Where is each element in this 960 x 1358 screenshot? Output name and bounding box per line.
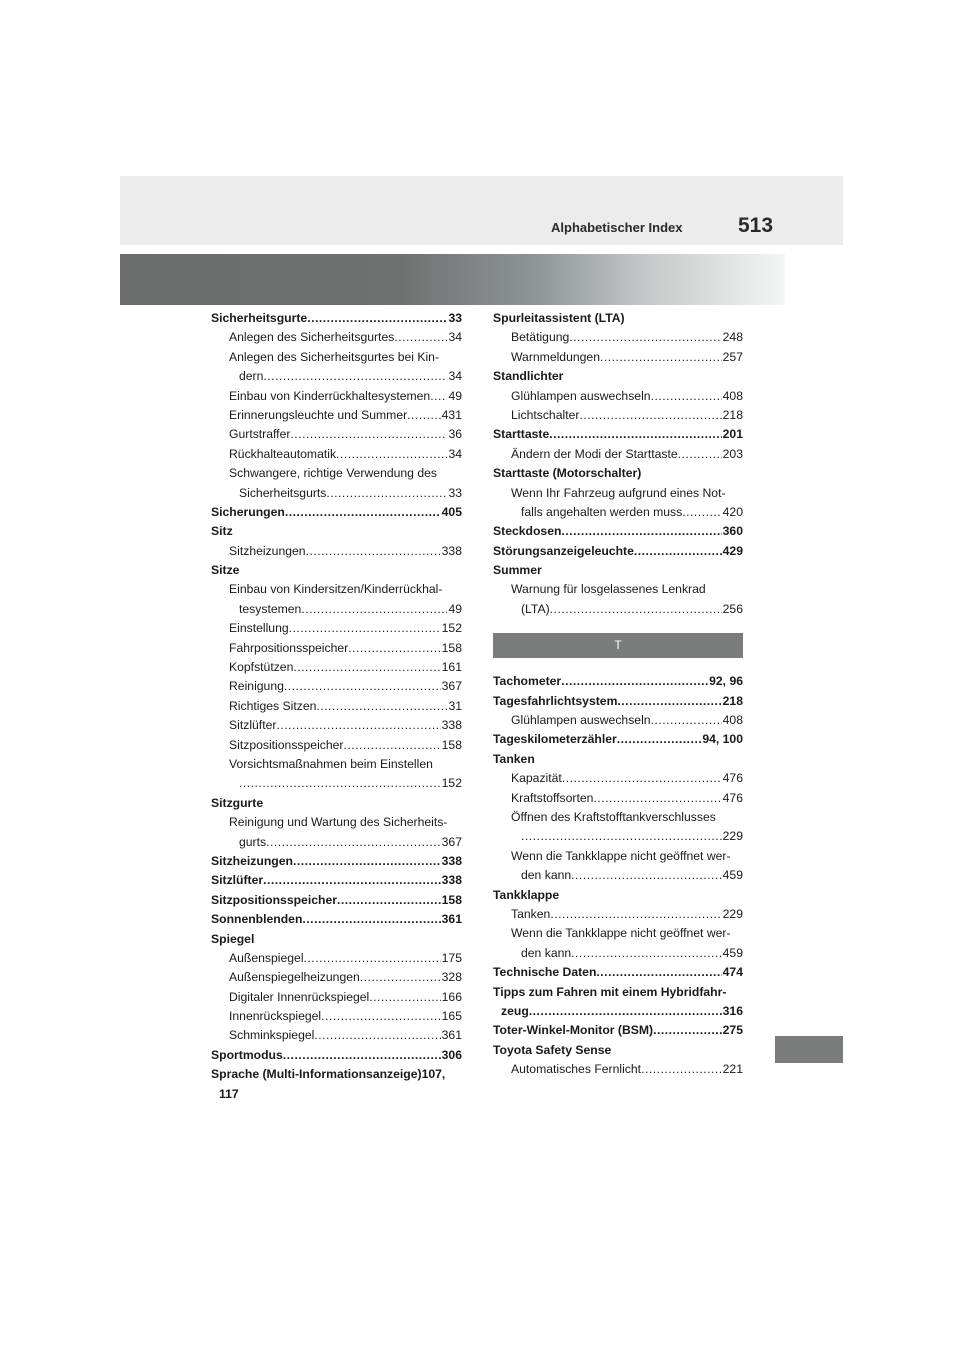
index-entry-term: Steckdosen <box>493 524 562 539</box>
index-entry-page: 361 <box>441 912 462 927</box>
index-entry <box>493 522 743 541</box>
dot-leader <box>678 445 722 464</box>
index-entry <box>211 561 462 580</box>
dot-leader <box>348 639 440 658</box>
index-entry-term: Betätigung <box>511 330 570 345</box>
index-entry-page: 338 <box>441 543 462 558</box>
index-entry <box>493 672 743 691</box>
index-entry-page: 338 <box>441 718 462 733</box>
index-entry <box>211 1046 462 1065</box>
index-entry <box>211 930 462 949</box>
index-entry <box>493 1021 743 1040</box>
index-entry <box>493 387 743 406</box>
index-column-left <box>211 309 462 1104</box>
index-entry <box>211 328 462 347</box>
index-entry-term: Warnung für losgelassenes Lenkrad <box>511 582 706 597</box>
page-number: 513 <box>738 214 774 237</box>
index-entry-page: 218 <box>722 407 743 422</box>
dot-leader <box>550 600 722 619</box>
index-entry-term: Wenn die Tankklappe nicht geöffnet wer- <box>511 926 731 941</box>
index-entry <box>493 1041 743 1060</box>
index-entry-page: 34 <box>448 330 462 345</box>
dot-leader <box>239 774 441 793</box>
index-entry <box>493 503 743 522</box>
index-entry-term: Außenspiegelheizungen <box>229 970 360 985</box>
dot-leader <box>293 658 440 677</box>
dot-leader <box>321 1007 441 1026</box>
index-entry-page: 420 <box>722 504 743 519</box>
dot-leader <box>569 328 721 347</box>
index-column-right <box>493 309 743 1079</box>
index-entry-term: Einbau von Kindersitzen/Kinderrückhal- <box>229 582 443 597</box>
index-entry-page: 361 <box>441 1028 462 1043</box>
index-entry-page: 31 <box>448 698 462 713</box>
index-entry-term: Tankklappe <box>493 887 560 902</box>
index-entry-term: Sonnenblenden <box>211 912 303 927</box>
index-entry <box>493 348 743 367</box>
index-entry-page: 338 <box>441 853 462 868</box>
index-entry <box>211 425 462 444</box>
index-entry-term: tesystemen <box>239 601 302 616</box>
index-entry-term: Reinigung und Wartung des Sicherheits- <box>229 815 448 830</box>
index-entry <box>493 580 743 599</box>
index-entry-page: 34 <box>448 369 462 384</box>
index-entry-term: Innenrückspiegel <box>229 1009 322 1024</box>
index-entry <box>211 910 462 929</box>
index-entry-page: 360 <box>722 524 743 539</box>
dot-leader <box>276 716 440 735</box>
index-entry-term: Tachometer <box>493 674 562 689</box>
dot-leader <box>617 730 702 749</box>
index-entry-page: 408 <box>722 388 743 403</box>
index-entry-term: Sitz <box>211 524 233 539</box>
index-entry <box>211 716 462 735</box>
index-entry-page: 459 <box>722 945 743 960</box>
index-group-t <box>493 672 743 1079</box>
index-entry <box>211 755 462 774</box>
index-entry-page: 306 <box>441 1047 462 1062</box>
index-entry-term: Summer <box>493 563 542 578</box>
index-entry-term: Warnmeldungen <box>511 349 600 364</box>
section-letter-bar: T <box>493 633 743 658</box>
dot-leader <box>316 697 447 716</box>
dot-leader <box>394 328 447 347</box>
index-entry <box>211 852 462 871</box>
dot-leader <box>593 789 721 808</box>
index-entry <box>211 774 462 793</box>
index-entry-term: Wenn die Tankklappe nicht geöffnet wer- <box>511 848 731 863</box>
dot-leader <box>634 542 722 561</box>
index-entry-term: 117 <box>219 1086 239 1101</box>
index-entry <box>211 677 462 696</box>
index-entry-page: 36 <box>448 427 462 442</box>
index-entry <box>493 827 743 846</box>
index-entry-page: 49 <box>448 601 462 616</box>
index-entry-page: 257 <box>722 349 743 364</box>
index-entry <box>493 924 743 943</box>
dot-leader <box>550 905 721 924</box>
dot-leader <box>407 406 440 425</box>
index-entry <box>493 367 743 386</box>
index-entry <box>211 891 462 910</box>
index-entry-term: Glühlampen auswechseln <box>511 388 651 403</box>
index-entry-term: Spiegel <box>211 931 255 946</box>
dot-leader <box>336 445 447 464</box>
index-entry-term: Tanken <box>493 751 535 766</box>
index-entry <box>493 406 743 425</box>
dot-leader <box>307 309 447 328</box>
index-entry-page: 33 <box>448 485 462 500</box>
dot-leader <box>306 542 441 561</box>
index-entry-term: Technische Daten <box>493 965 597 980</box>
index-entry <box>493 600 743 619</box>
index-entry-term: Sicherheitsgurts <box>239 485 327 500</box>
index-entry-term: Spurleitassistent (LTA) <box>493 311 625 325</box>
index-entry-term: Sitzpositionsspeicher <box>211 892 337 907</box>
index-entry-term: dern <box>239 369 264 384</box>
index-entry-page: 218 <box>722 693 743 708</box>
index-entry-page: 338 <box>441 873 462 888</box>
index-entry-term: Sitze <box>211 563 240 578</box>
index-entry-term: Sitzgurte <box>211 795 264 810</box>
dot-leader <box>369 988 440 1007</box>
index-entry <box>493 1002 743 1021</box>
index-entry <box>493 445 743 464</box>
index-entry <box>211 367 462 386</box>
index-entry-term: Sprache (Multi-Informationsanzeige)107, <box>211 1067 446 1082</box>
index-entry-page: 367 <box>441 679 462 694</box>
index-entry-term: Sitzheizungen <box>211 853 293 868</box>
index-entry-page: 316 <box>722 1003 743 1018</box>
index-entry-term: Standlichter <box>493 369 564 384</box>
dot-leader <box>304 949 441 968</box>
index-entry-term: Erinnerungsleuchte und Summer <box>229 407 408 422</box>
index-entry <box>493 1060 743 1079</box>
index-entry <box>493 808 743 827</box>
dot-leader <box>293 852 441 871</box>
index-entry <box>211 658 462 677</box>
index-entry <box>211 600 462 619</box>
index-entry <box>493 789 743 808</box>
dot-leader <box>283 1046 441 1065</box>
index-entry <box>211 1065 462 1084</box>
index-entry-page: 203 <box>722 446 743 461</box>
dot-leader <box>337 891 441 910</box>
index-entry-term: Digitaler Innenrückspiegel <box>229 989 370 1004</box>
index-entry <box>493 309 743 328</box>
index-entry <box>211 871 462 890</box>
index-entry-term: Starttaste <box>493 427 550 442</box>
decorative-gradient-bar <box>120 254 785 305</box>
index-entry <box>493 464 743 483</box>
index-entry <box>493 542 743 561</box>
index-entry-term: Starttaste (Motorschalter) <box>493 466 642 481</box>
dot-leader <box>549 425 721 444</box>
index-entry-term: Lichtschalter <box>511 407 580 422</box>
index-entry-term: Kopfstützen <box>229 660 294 675</box>
dot-leader <box>561 672 708 691</box>
index-entry <box>493 944 743 963</box>
index-entry-page: 474 <box>722 965 743 980</box>
index-entry-page: 275 <box>722 1023 743 1038</box>
index-entry-page: 161 <box>441 660 462 675</box>
dot-leader <box>562 769 722 788</box>
index-entry-term: (LTA) <box>521 601 550 616</box>
index-entry-term: Wenn Ihr Fahrzeug aufgrund eines Not- <box>511 485 726 500</box>
index-entry-page: 94, 100 <box>702 732 743 747</box>
dot-leader <box>617 692 721 711</box>
index-entry <box>493 730 743 749</box>
index-entry-term: Toyota Safety Sense <box>493 1042 612 1057</box>
index-entry-page: 158 <box>441 737 462 752</box>
dot-leader <box>600 348 722 367</box>
index-entry-page: 49 <box>448 388 462 403</box>
index-entry-page: 476 <box>722 771 743 786</box>
index-entry-page: 152 <box>441 621 462 636</box>
index-entry-page: 34 <box>448 446 462 461</box>
index-entry <box>211 736 462 755</box>
index-entry <box>211 464 462 483</box>
index-entry-page: 201 <box>722 427 743 442</box>
dot-leader <box>290 425 447 444</box>
index-entry-page: 328 <box>441 970 462 985</box>
index-entry-term: Anlegen des Sicherheitsgurtes bei Kin- <box>229 349 440 364</box>
dot-leader <box>285 503 441 522</box>
dot-leader <box>284 677 441 696</box>
index-entry-term: Sitzlüfter <box>211 873 264 888</box>
side-thumb-tab <box>775 1036 843 1063</box>
index-entry-term: Sitzpositionsspeicher <box>229 737 344 752</box>
index-entry-term: Sicherungen <box>211 504 285 519</box>
index-entry-term: Fahrpositionsspeicher <box>229 640 349 655</box>
index-entry-term: Reinigung <box>229 679 284 694</box>
dot-leader <box>571 866 722 885</box>
index-entry-page: 431 <box>441 407 462 422</box>
index-entry <box>211 445 462 464</box>
index-entry-term: Außenspiegel <box>229 950 304 965</box>
dot-leader <box>302 910 440 929</box>
index-entry-page: 165 <box>441 1009 462 1024</box>
dot-leader <box>571 944 722 963</box>
index-entry <box>493 905 743 924</box>
index-entry-page: 459 <box>722 868 743 883</box>
dot-leader <box>301 600 447 619</box>
dot-leader <box>529 1002 722 1021</box>
index-entry-term: Anlegen des Sicherheitsgurtes <box>229 330 395 345</box>
index-entry <box>211 1007 462 1026</box>
index-entry-term: zeug <box>501 1003 529 1018</box>
index-entry <box>211 794 462 813</box>
dot-leader <box>521 827 722 846</box>
index-entry-page: 367 <box>441 834 462 849</box>
index-entry-term: Schwangere, richtige Verwendung des <box>229 466 437 481</box>
index-entry-term: falls angehalten werden muss <box>521 504 683 519</box>
index-entry <box>211 542 462 561</box>
dot-leader <box>343 736 440 755</box>
index-entry-page: 152 <box>441 776 462 791</box>
index-entry-term: Schminkspiegel <box>229 1028 315 1043</box>
index-entry <box>211 988 462 1007</box>
index-entry-term: Störungsanzeigeleuchte <box>493 543 634 558</box>
index-entry <box>493 692 743 711</box>
index-entry <box>493 484 743 503</box>
dot-leader <box>289 619 441 638</box>
index-entry-page: 405 <box>441 504 462 519</box>
dot-leader <box>651 387 722 406</box>
index-entry <box>211 639 462 658</box>
index-entry-page: 158 <box>441 892 462 907</box>
dot-leader <box>360 968 441 987</box>
index-entry-term: Kapazität <box>511 771 562 786</box>
index-entry-term: Einstellung <box>229 621 289 636</box>
index-entry <box>211 580 462 599</box>
index-entry <box>493 769 743 788</box>
index-entry-page: 256 <box>722 601 743 616</box>
dot-leader <box>430 387 447 406</box>
index-entry-term: Sitzheizungen <box>229 543 306 558</box>
index-entry-term: den kann <box>521 945 572 960</box>
index-entry-term: Automatisches Fernlicht <box>511 1062 642 1077</box>
index-entry-page: 158 <box>441 640 462 655</box>
index-entry <box>211 619 462 638</box>
dot-leader <box>263 871 441 890</box>
index-entry-term: Vorsichtsmaßnahmen beim Einstellen <box>229 756 433 771</box>
index-entry-page: 429 <box>722 543 743 558</box>
index-entry-term: Sportmodus <box>211 1047 283 1062</box>
index-entry <box>211 503 462 522</box>
index-entry-term: Tagesfahrlichtsystem <box>493 693 618 708</box>
index-entry <box>211 833 462 852</box>
index-entry-term: Sitzlüfter <box>229 718 277 733</box>
index-entry-page: 221 <box>722 1062 743 1077</box>
index-entry-term: Öffnen des Kraftstofftankverschlusses <box>511 809 716 824</box>
dot-leader <box>326 484 447 503</box>
index-entry-page: 175 <box>441 950 462 965</box>
index-entry <box>211 484 462 503</box>
dot-leader <box>314 1026 440 1045</box>
index-entry-term: Tipps zum Fahren mit einem Hybridfahr- <box>493 984 727 999</box>
dot-leader <box>263 367 447 386</box>
index-entry-page: 229 <box>722 829 743 844</box>
dot-leader <box>561 522 721 541</box>
index-entry-term: Sicherheitsgurte <box>211 311 308 325</box>
index-entry <box>493 847 743 866</box>
index-entry <box>211 949 462 968</box>
index-entry <box>211 406 462 425</box>
index-entry <box>493 963 743 982</box>
index-entry <box>493 983 743 1002</box>
index-entry-term: gurts <box>239 834 267 849</box>
index-entry-term: Rückhalteautomatik <box>229 446 337 461</box>
dot-leader <box>653 1021 722 1040</box>
index-entry-term: Gurtstraffer <box>229 427 291 442</box>
index-entry-page: 229 <box>722 906 743 921</box>
index-entry-page: 33 <box>448 311 462 325</box>
index-entry <box>211 1085 462 1104</box>
index-entry <box>211 697 462 716</box>
index-entry-term: Glühlampen auswechseln <box>511 713 651 728</box>
index-entry <box>211 813 462 832</box>
index-entry-page: 408 <box>722 713 743 728</box>
index-entry <box>211 1026 462 1045</box>
index-entry <box>211 309 462 328</box>
index-entry <box>493 711 743 730</box>
index-entry-page: 166 <box>441 989 462 1004</box>
dot-leader <box>682 503 721 522</box>
index-entry <box>493 866 743 885</box>
index-entry-term: Richtiges Sitzen <box>229 698 317 713</box>
index-entry-term: Toter-Winkel-Monitor (BSM) <box>493 1023 654 1038</box>
index-entry <box>493 561 743 580</box>
index-entry <box>493 886 743 905</box>
index-entry-term: Ändern der Modi der Starttaste <box>511 446 678 461</box>
dot-leader <box>266 833 441 852</box>
index-entry-term: Tanken <box>511 906 551 921</box>
dot-leader <box>641 1060 722 1079</box>
index-entry-page: 248 <box>722 330 743 345</box>
index-entry-term: Kraftstoffsorten <box>511 790 594 805</box>
index-entry <box>493 750 743 769</box>
dot-leader <box>579 406 721 425</box>
index-entry <box>211 522 462 541</box>
dot-leader <box>596 963 721 982</box>
index-group-s <box>493 309 743 619</box>
index-entry <box>211 387 462 406</box>
index-entry-page: 92, 96 <box>709 674 743 689</box>
dot-leader <box>651 711 722 730</box>
index-entry <box>493 328 743 347</box>
index-entry-page: 476 <box>722 790 743 805</box>
index-entry <box>493 425 743 444</box>
page-header-title: Alphabetischer Index <box>551 220 683 235</box>
index-entry <box>211 348 462 367</box>
header-band <box>120 176 843 245</box>
index-entry <box>211 968 462 987</box>
index-entry-term: den kann <box>521 868 572 883</box>
index-entry-term: Einbau von Kinderrückhaltesystemen <box>229 388 431 403</box>
index-entry-term: Tageskilometerzähler <box>493 732 617 747</box>
